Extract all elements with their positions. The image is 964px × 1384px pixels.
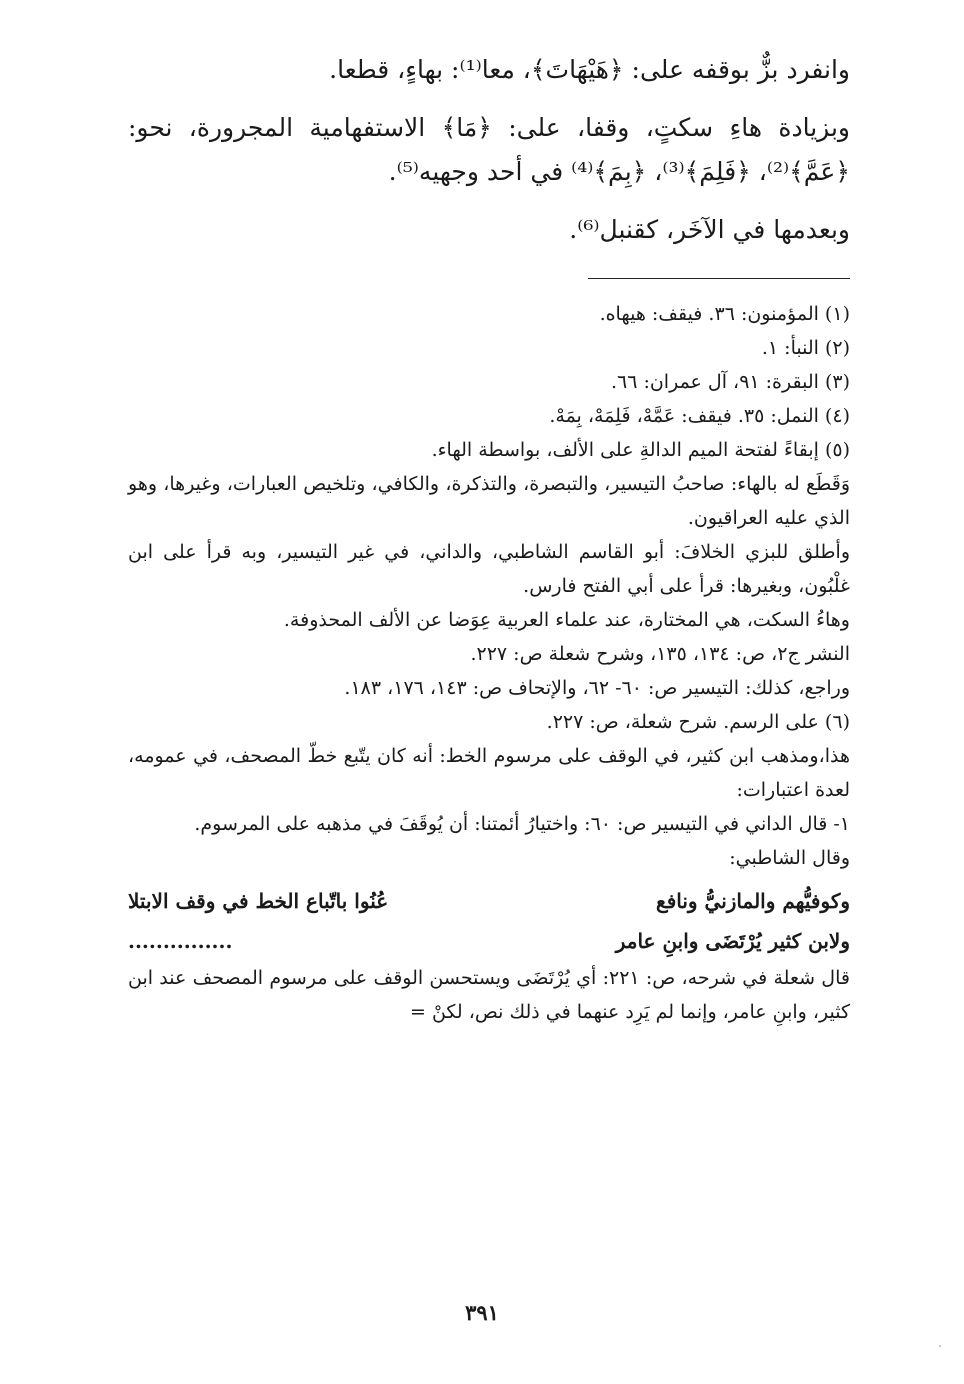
footnote-divider: [588, 278, 850, 279]
footnote-5-para-e: وراجع، كذلك: التيسير ص: ٦٠- ٦٢، والإتحاف ص: ١٤٣، ١٧٦، ١٨٣.: [344, 677, 850, 699]
page-content: [128, 48, 850, 1029]
main-paragraph-3: وبعدمها في الآخَر، كقنبل⁽⁶⁾.: [569, 215, 850, 244]
footnote-1: (١) المؤمنون: ٣٦. فيقف: هيهاه.: [599, 303, 850, 325]
footnote-5-para-c: وهاءُ السكت، هي المختارة، عند علماء العربية عِوَضا عن الألف المحذوفة.: [283, 609, 850, 631]
footnote-2: (٢) النبأ: ١.: [761, 337, 850, 359]
verse-1-first-hemistich: وكوفيُّهم والمازنيُّ ونافع: [656, 889, 850, 913]
main-paragraph-1: وانفرد بزٌّ بوقفه على: ﴿هَيْهَاتَ﴾، معا⁽¹⁾: بهاءٍ، قطعا.: [329, 55, 850, 84]
footnote-5-para-d: النشر ج٢، ص: ١٣٤، ١٣٥، وشرح شعلة ص: ٢٢٧.: [470, 643, 850, 665]
footnote-4: (٤) النمل: ٣٥. فيقف: عَمَّهْ، فَلِمَهْ، بِمَهْ.: [549, 405, 850, 427]
verse-line-2: [128, 921, 850, 961]
footnote-6-para-b: ١- قال الداني في التيسير ص: ٦٠: واختيارُ أئمتنا: أن يُوقَفَ في مذهبه على المرسوم.: [194, 813, 850, 835]
footnotes: [128, 297, 850, 1029]
page-number: ٣٩١: [465, 1300, 499, 1325]
verse-2-second-hemistich: ...............: [128, 929, 233, 953]
main-paragraph-2: وبزيادة هاءِ سكتٍ، وقفا، على: ﴿مَا﴾ الاستفهامية المجرورة، نحو: ﴿عَمَّ﴾⁽²⁾، ﴿فَلِمَ﴾⁽³⁾، ﴿بِمَ﴾⁽⁴⁾ في أحد وجهيه⁽⁵⁾.: [128, 113, 850, 186]
corner-dot: .: [938, 1336, 942, 1350]
footnote-6-para-a: هذا،ومذهب ابن كثير، في الوقف على مرسوم الخط: أنه كان يتّبع خطّ المصحف، في عمومه، لعدة اعتبارات:: [128, 745, 850, 801]
footnote-6-para-d: قال شعلة في شرحه، ص: ٢٢١: أي يُرْتَضَى ويستحسن الوقف على مرسوم المصحف عند ابن كثير، وابنِ عامر، وإنما لم يَرِد عنهما في ذلك نص، لكنْ =: [128, 967, 850, 1023]
verse-line-1: [128, 881, 850, 921]
footnote-5-para-b: وأطلق للبزي الخلافَ: أبو القاسم الشاطبي، والداني، في غير التيسير، وبه قرأ على ابن غلْبُون، وبغيرها: قرأ على أبي الفتح فارس.: [128, 541, 850, 597]
verse-1-second-hemistich: عُنُوا باتّباع الخط في وقف الابتلا: [128, 889, 389, 913]
footnote-5: (٥) إبقاءً لفتحة الميم الدالةِ على الألف، بواسطة الهاء.: [431, 439, 850, 461]
footnote-3: (٣) البقرة: ٩١، آل عمران: ٦٦.: [610, 371, 850, 393]
footnote-6-para-c: وقال الشاطبي:: [729, 847, 850, 869]
verse-2-first-hemistich: ولابن كثير يُرْتَضَى وابنِ عامر: [615, 929, 850, 953]
footnote-5-para-a: وَقَطَع له بالهاء: صاحبُ التيسير، والتبصرة، والتذكرة، والكافي، وتلخيص العبارات، وغيرها، وهو الذي عليه العراقيون.: [128, 473, 850, 529]
main-text: [128, 48, 850, 252]
footnote-6: (٦) على الرسم. شرح شعلة، ص: ٢٢٧.: [546, 711, 850, 733]
